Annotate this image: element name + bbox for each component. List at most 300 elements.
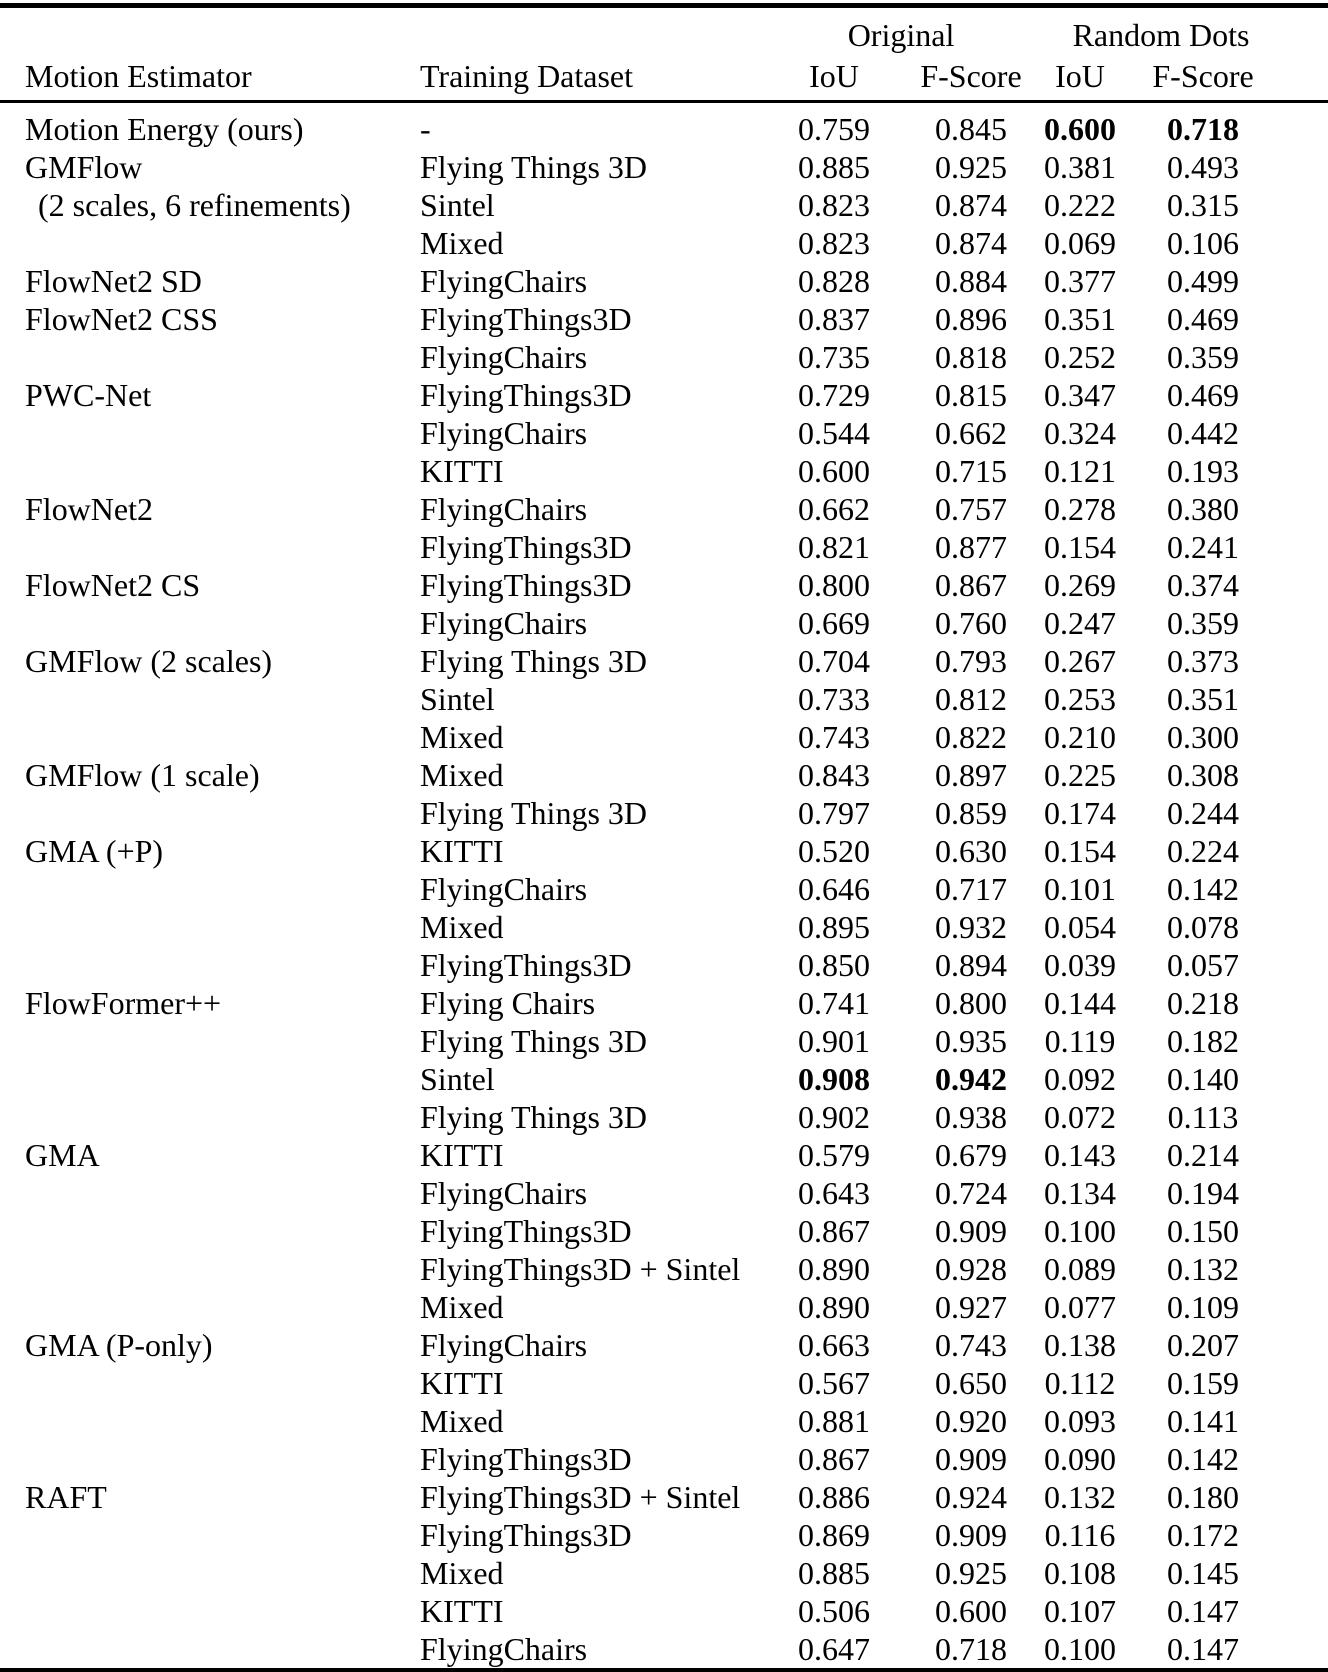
random-dots-fscore-cell: 0.106 bbox=[1167, 224, 1240, 261]
motion-estimator-cell bbox=[0, 870, 412, 908]
motion-estimator-cell: FlowNet2 CSS bbox=[25, 300, 218, 337]
motion-estimator-cell bbox=[0, 452, 412, 490]
column-header-original-iou: IoU bbox=[809, 58, 859, 94]
original-fscore-cell: 0.718 bbox=[935, 1630, 1007, 1667]
motion-estimator-cell: PWC-Net bbox=[25, 376, 152, 413]
original-iou-cell: 0.823 bbox=[798, 186, 870, 223]
random-dots-fscore-cell: 0.224 bbox=[1167, 832, 1240, 869]
table-row bbox=[0, 718, 1328, 756]
original-fscore-cell: 0.859 bbox=[935, 794, 1007, 831]
column-group-random-dots: Random Dots bbox=[1072, 17, 1250, 53]
random-dots-fscore-cell: 0.351 bbox=[1167, 680, 1240, 717]
original-fscore-cell: 0.793 bbox=[935, 642, 1007, 679]
original-iou-cell: 0.850 bbox=[798, 946, 870, 983]
original-iou-cell: 0.544 bbox=[798, 414, 870, 451]
random-dots-iou-cell: 0.324 bbox=[1044, 414, 1117, 451]
original-iou-cell: 0.902 bbox=[798, 1098, 870, 1135]
random-dots-iou-cell: 0.154 bbox=[1044, 528, 1117, 565]
random-dots-iou-cell: 0.269 bbox=[1044, 566, 1117, 603]
training-dataset-cell: FlyingChairs bbox=[420, 604, 588, 641]
random-dots-iou-cell: 0.174 bbox=[1044, 794, 1117, 831]
motion-estimator-cell: FlowNet2 CS bbox=[25, 566, 201, 603]
original-iou-cell: 0.881 bbox=[798, 1402, 870, 1439]
results-table bbox=[0, 3, 1328, 1672]
original-fscore-cell: 0.884 bbox=[935, 262, 1007, 299]
table-row bbox=[0, 832, 1328, 870]
table-row bbox=[0, 452, 1328, 490]
random-dots-fscore-cell: 0.172 bbox=[1167, 1516, 1240, 1553]
table-row bbox=[0, 1630, 1328, 1671]
original-iou-cell: 0.741 bbox=[798, 984, 870, 1021]
motion-estimator-cell bbox=[0, 1250, 412, 1288]
original-fscore-cell: 0.724 bbox=[935, 1174, 1007, 1211]
original-fscore-cell: 0.897 bbox=[935, 756, 1007, 793]
random-dots-fscore-cell: 0.194 bbox=[1167, 1174, 1240, 1211]
training-dataset-cell: Mixed bbox=[420, 224, 504, 261]
training-dataset-cell: Mixed bbox=[420, 908, 504, 945]
training-dataset-cell: Flying Things 3D bbox=[420, 148, 647, 185]
motion-estimator-cell bbox=[0, 946, 412, 984]
training-dataset-cell: Mixed bbox=[420, 1288, 504, 1325]
training-dataset-cell: FlyingChairs bbox=[420, 414, 588, 451]
original-fscore-cell: 0.925 bbox=[935, 148, 1007, 185]
table-row bbox=[0, 1402, 1328, 1440]
original-fscore-cell: 0.920 bbox=[935, 1402, 1007, 1439]
original-iou-cell: 0.823 bbox=[798, 224, 870, 261]
motion-estimator-cell bbox=[0, 1364, 412, 1402]
random-dots-iou-cell: 0.347 bbox=[1044, 376, 1117, 413]
training-dataset-cell: FlyingThings3D bbox=[420, 1212, 632, 1249]
random-dots-iou-cell: 0.144 bbox=[1044, 984, 1117, 1021]
original-fscore-cell: 0.760 bbox=[935, 604, 1007, 641]
motion-estimator-cell: Motion Energy (ours) bbox=[25, 110, 304, 147]
original-fscore-cell: 0.679 bbox=[935, 1136, 1007, 1173]
table-header bbox=[0, 6, 1328, 102]
motion-estimator-cell: (2 scales, 6 refinements) bbox=[38, 186, 351, 223]
table-row bbox=[0, 642, 1328, 680]
motion-estimator-cell bbox=[0, 1174, 412, 1212]
table-row bbox=[0, 1098, 1328, 1136]
table-row bbox=[0, 1022, 1328, 1060]
random-dots-fscore-cell: 0.142 bbox=[1167, 870, 1240, 907]
motion-estimator-cell bbox=[0, 1440, 412, 1478]
original-fscore-cell: 0.867 bbox=[935, 566, 1007, 603]
table-row bbox=[0, 148, 1328, 186]
random-dots-iou-cell: 0.093 bbox=[1044, 1402, 1117, 1439]
random-dots-fscore-cell: 0.493 bbox=[1167, 148, 1240, 185]
original-iou-cell: 0.662 bbox=[798, 490, 870, 527]
training-dataset-cell: FlyingChairs bbox=[420, 262, 588, 299]
original-iou-cell: 0.800 bbox=[798, 566, 870, 603]
column-header-row bbox=[0, 55, 1328, 102]
training-dataset-cell: FlyingThings3D bbox=[420, 1440, 632, 1477]
original-iou-cell: 0.901 bbox=[798, 1022, 870, 1059]
table-row bbox=[0, 908, 1328, 946]
column-header-motion-estimator: Motion Estimator bbox=[25, 58, 252, 94]
table-row bbox=[0, 1212, 1328, 1250]
motion-estimator-cell bbox=[0, 1630, 412, 1671]
table-row bbox=[0, 490, 1328, 528]
original-iou-cell: 0.890 bbox=[798, 1250, 870, 1287]
motion-estimator-cell: FlowNet2 bbox=[25, 490, 153, 527]
motion-estimator-cell: GMFlow bbox=[25, 148, 143, 185]
original-fscore-cell: 0.932 bbox=[935, 908, 1007, 945]
original-fscore-cell: 0.938 bbox=[935, 1098, 1007, 1135]
motion-estimator-cell bbox=[0, 528, 412, 566]
random-dots-fscore-cell: 0.159 bbox=[1167, 1364, 1240, 1401]
original-iou-cell: 0.886 bbox=[798, 1478, 870, 1515]
column-group-spacer bbox=[0, 6, 412, 56]
table-row bbox=[0, 1288, 1328, 1326]
random-dots-fscore-cell: 0.078 bbox=[1167, 908, 1240, 945]
original-fscore-cell: 0.743 bbox=[935, 1326, 1007, 1363]
column-header-training-dataset: Training Dataset bbox=[420, 58, 634, 94]
original-fscore-cell: 0.909 bbox=[935, 1212, 1007, 1249]
random-dots-iou-cell: 0.089 bbox=[1044, 1250, 1117, 1287]
column-group-original: Original bbox=[847, 17, 955, 53]
motion-estimator-cell bbox=[0, 794, 412, 832]
training-dataset-cell: FlyingChairs bbox=[420, 1174, 588, 1211]
training-dataset-cell: FlyingThings3D bbox=[420, 528, 632, 565]
motion-estimator-cell bbox=[0, 1288, 412, 1326]
random-dots-iou-cell: 0.077 bbox=[1044, 1288, 1117, 1325]
random-dots-fscore-cell: 0.214 bbox=[1167, 1136, 1240, 1173]
table-row bbox=[0, 984, 1328, 1022]
training-dataset-cell: Sintel bbox=[420, 680, 495, 717]
original-iou-cell: 0.663 bbox=[798, 1326, 870, 1363]
motion-estimator-cell: GMA (P-only) bbox=[25, 1326, 213, 1363]
original-fscore-cell: 0.662 bbox=[935, 414, 1007, 451]
random-dots-fscore-cell: 0.218 bbox=[1167, 984, 1240, 1021]
random-dots-iou-cell: 0.101 bbox=[1044, 870, 1117, 907]
table-row bbox=[0, 870, 1328, 908]
table-row bbox=[0, 756, 1328, 794]
table-row bbox=[0, 300, 1328, 338]
training-dataset-cell: Flying Chairs bbox=[420, 984, 596, 1021]
motion-estimator-cell bbox=[0, 1060, 412, 1098]
random-dots-iou-cell: 0.222 bbox=[1044, 186, 1117, 223]
training-dataset-cell: Flying Things 3D bbox=[420, 642, 647, 679]
random-dots-fscore-cell: 0.113 bbox=[1167, 1098, 1239, 1135]
original-iou-cell: 0.735 bbox=[798, 338, 870, 375]
training-dataset-cell: FlyingThings3D + Sintel bbox=[420, 1478, 741, 1515]
motion-estimator-cell bbox=[0, 1212, 412, 1250]
training-dataset-cell: FlyingThings3D + Sintel bbox=[420, 1250, 741, 1287]
table-row bbox=[0, 528, 1328, 566]
table-row bbox=[0, 1174, 1328, 1212]
motion-estimator-cell bbox=[0, 224, 412, 262]
random-dots-fscore-cell: 0.147 bbox=[1167, 1630, 1240, 1667]
random-dots-fscore-cell: 0.499 bbox=[1167, 262, 1240, 299]
random-dots-iou-cell: 0.119 bbox=[1044, 1022, 1116, 1059]
motion-estimator-cell bbox=[0, 1402, 412, 1440]
table-row bbox=[0, 262, 1328, 300]
table-row bbox=[0, 1060, 1328, 1098]
random-dots-fscore-cell: 0.142 bbox=[1167, 1440, 1240, 1477]
original-fscore-cell: 0.924 bbox=[935, 1478, 1007, 1515]
random-dots-iou-cell: 0.090 bbox=[1044, 1440, 1117, 1477]
training-dataset-cell: FlyingChairs bbox=[420, 870, 588, 907]
table-row bbox=[0, 414, 1328, 452]
random-dots-fscore-cell: 0.469 bbox=[1167, 376, 1240, 413]
training-dataset-cell: FlyingThings3D bbox=[420, 566, 632, 603]
training-dataset-cell: KITTI bbox=[420, 1364, 504, 1401]
table-row bbox=[0, 794, 1328, 832]
motion-estimator-cell bbox=[0, 1022, 412, 1060]
motion-estimator-cell: GMA (+P) bbox=[25, 832, 164, 869]
original-iou-cell: 0.704 bbox=[798, 642, 870, 679]
original-iou-cell: 0.643 bbox=[798, 1174, 870, 1211]
random-dots-iou-cell: 0.112 bbox=[1044, 1364, 1116, 1401]
original-fscore-cell: 0.717 bbox=[935, 870, 1007, 907]
original-iou-cell: 0.885 bbox=[798, 1554, 870, 1591]
original-iou-cell: 0.733 bbox=[798, 680, 870, 717]
original-iou-cell: 0.600 bbox=[798, 452, 870, 489]
random-dots-fscore-cell: 0.193 bbox=[1167, 452, 1240, 489]
random-dots-fscore-cell: 0.207 bbox=[1167, 1326, 1240, 1363]
training-dataset-cell: Mixed bbox=[420, 1554, 504, 1591]
original-iou-cell: 0.908 bbox=[798, 1060, 870, 1097]
random-dots-iou-cell: 0.377 bbox=[1044, 262, 1117, 299]
random-dots-iou-cell: 0.278 bbox=[1044, 490, 1117, 527]
original-fscore-cell: 0.800 bbox=[935, 984, 1007, 1021]
table-row bbox=[0, 1250, 1328, 1288]
motion-estimator-cell: FlowNet2 SD bbox=[25, 262, 202, 299]
random-dots-fscore-cell: 0.241 bbox=[1167, 528, 1240, 565]
motion-estimator-cell: GMA bbox=[25, 1136, 100, 1173]
training-dataset-cell: Flying Things 3D bbox=[420, 794, 647, 831]
random-dots-iou-cell: 0.253 bbox=[1044, 680, 1117, 717]
original-iou-cell: 0.743 bbox=[798, 718, 870, 755]
original-iou-cell: 0.837 bbox=[798, 300, 870, 337]
random-dots-fscore-cell: 0.359 bbox=[1167, 338, 1240, 375]
random-dots-iou-cell: 0.247 bbox=[1044, 604, 1117, 641]
training-dataset-cell: Mixed bbox=[420, 1402, 504, 1439]
table-row bbox=[0, 604, 1328, 642]
table-row bbox=[0, 338, 1328, 376]
motion-estimator-cell bbox=[0, 1592, 412, 1630]
random-dots-fscore-cell: 0.150 bbox=[1167, 1212, 1240, 1249]
table-row bbox=[0, 186, 1328, 224]
original-iou-cell: 0.895 bbox=[798, 908, 870, 945]
training-dataset-cell: FlyingChairs bbox=[420, 1630, 588, 1667]
original-iou-cell: 0.520 bbox=[798, 832, 870, 869]
original-fscore-cell: 0.896 bbox=[935, 300, 1007, 337]
original-iou-cell: 0.567 bbox=[798, 1364, 870, 1401]
original-fscore-cell: 0.818 bbox=[935, 338, 1007, 375]
random-dots-iou-cell: 0.351 bbox=[1044, 300, 1117, 337]
random-dots-iou-cell: 0.134 bbox=[1044, 1174, 1117, 1211]
random-dots-iou-cell: 0.116 bbox=[1044, 1516, 1116, 1553]
training-dataset-cell: FlyingChairs bbox=[420, 1326, 588, 1363]
random-dots-fscore-cell: 0.140 bbox=[1167, 1060, 1240, 1097]
original-iou-cell: 0.759 bbox=[798, 110, 870, 147]
original-iou-cell: 0.843 bbox=[798, 756, 870, 793]
original-fscore-cell: 0.757 bbox=[935, 490, 1007, 527]
training-dataset-cell: Mixed bbox=[420, 756, 504, 793]
original-fscore-cell: 0.600 bbox=[935, 1592, 1007, 1629]
training-dataset-cell: Flying Things 3D bbox=[420, 1098, 647, 1135]
original-fscore-cell: 0.812 bbox=[935, 680, 1007, 717]
table-row bbox=[0, 1364, 1328, 1402]
original-fscore-cell: 0.927 bbox=[935, 1288, 1007, 1325]
motion-estimator-cell bbox=[0, 338, 412, 376]
random-dots-fscore-cell: 0.244 bbox=[1167, 794, 1240, 831]
random-dots-fscore-cell: 0.442 bbox=[1167, 414, 1240, 451]
random-dots-fscore-cell: 0.380 bbox=[1167, 490, 1240, 527]
motion-estimator-cell bbox=[0, 1098, 412, 1136]
table-row bbox=[0, 224, 1328, 262]
random-dots-fscore-cell: 0.718 bbox=[1167, 110, 1240, 147]
random-dots-fscore-cell: 0.182 bbox=[1167, 1022, 1240, 1059]
random-dots-iou-cell: 0.072 bbox=[1044, 1098, 1117, 1135]
original-iou-cell: 0.890 bbox=[798, 1288, 870, 1325]
random-dots-fscore-cell: 0.374 bbox=[1167, 566, 1240, 603]
motion-estimator-cell: GMFlow (2 scales) bbox=[25, 642, 273, 679]
table-row bbox=[0, 1136, 1328, 1174]
random-dots-iou-cell: 0.600 bbox=[1044, 110, 1117, 147]
original-iou-cell: 0.867 bbox=[798, 1212, 870, 1249]
original-iou-cell: 0.646 bbox=[798, 870, 870, 907]
original-iou-cell: 0.797 bbox=[798, 794, 870, 831]
training-dataset-cell: FlyingThings3D bbox=[420, 300, 632, 337]
random-dots-iou-cell: 0.121 bbox=[1044, 452, 1117, 489]
random-dots-fscore-cell: 0.147 bbox=[1167, 1592, 1240, 1629]
random-dots-fscore-cell: 0.308 bbox=[1167, 756, 1240, 793]
motion-estimator-cell bbox=[0, 414, 412, 452]
table-row bbox=[0, 1478, 1328, 1516]
original-iou-cell: 0.506 bbox=[798, 1592, 870, 1629]
random-dots-fscore-cell: 0.469 bbox=[1167, 300, 1240, 337]
table-row bbox=[0, 1440, 1328, 1478]
motion-estimator-cell: FlowFormer++ bbox=[25, 984, 222, 1021]
training-dataset-cell: Sintel bbox=[420, 1060, 495, 1097]
random-dots-iou-cell: 0.267 bbox=[1044, 642, 1117, 679]
training-dataset-cell: Sintel bbox=[420, 186, 495, 223]
original-iou-cell: 0.821 bbox=[798, 528, 870, 565]
table-row bbox=[0, 1516, 1328, 1554]
original-iou-cell: 0.869 bbox=[798, 1516, 870, 1553]
original-fscore-cell: 0.909 bbox=[935, 1440, 1007, 1477]
original-fscore-cell: 0.822 bbox=[935, 718, 1007, 755]
column-header-random-dots-iou: IoU bbox=[1055, 58, 1105, 94]
random-dots-iou-cell: 0.107 bbox=[1044, 1592, 1117, 1629]
table-body bbox=[0, 102, 1328, 1671]
motion-estimator-cell bbox=[0, 604, 412, 642]
training-dataset-cell: FlyingThings3D bbox=[420, 376, 632, 413]
random-dots-fscore-cell: 0.373 bbox=[1167, 642, 1240, 679]
random-dots-fscore-cell: 0.057 bbox=[1167, 946, 1240, 983]
training-dataset-cell: Mixed bbox=[420, 718, 504, 755]
random-dots-iou-cell: 0.154 bbox=[1044, 832, 1117, 869]
training-dataset-cell: KITTI bbox=[420, 452, 504, 489]
original-fscore-cell: 0.845 bbox=[935, 110, 1007, 147]
original-fscore-cell: 0.925 bbox=[935, 1554, 1007, 1591]
original-iou-cell: 0.647 bbox=[798, 1630, 870, 1667]
table-row bbox=[0, 680, 1328, 718]
original-fscore-cell: 0.909 bbox=[935, 1516, 1007, 1553]
random-dots-fscore-cell: 0.109 bbox=[1167, 1288, 1240, 1325]
original-fscore-cell: 0.928 bbox=[935, 1250, 1007, 1287]
original-iou-cell: 0.669 bbox=[798, 604, 870, 641]
table-row bbox=[0, 1326, 1328, 1364]
original-fscore-cell: 0.650 bbox=[935, 1364, 1007, 1401]
training-dataset-cell: KITTI bbox=[420, 832, 504, 869]
random-dots-iou-cell: 0.143 bbox=[1044, 1136, 1117, 1173]
original-fscore-cell: 0.715 bbox=[935, 452, 1007, 489]
training-dataset-cell: - bbox=[420, 110, 431, 147]
random-dots-fscore-cell: 0.315 bbox=[1167, 186, 1240, 223]
original-iou-cell: 0.867 bbox=[798, 1440, 870, 1477]
random-dots-fscore-cell: 0.300 bbox=[1167, 718, 1240, 755]
random-dots-fscore-cell: 0.180 bbox=[1167, 1478, 1240, 1515]
random-dots-iou-cell: 0.054 bbox=[1044, 908, 1117, 945]
random-dots-iou-cell: 0.100 bbox=[1044, 1630, 1117, 1667]
table-row bbox=[0, 946, 1328, 984]
original-fscore-cell: 0.874 bbox=[935, 186, 1007, 223]
training-dataset-cell: KITTI bbox=[420, 1136, 504, 1173]
random-dots-iou-cell: 0.225 bbox=[1044, 756, 1117, 793]
original-iou-cell: 0.885 bbox=[798, 148, 870, 185]
motion-estimator-cell bbox=[0, 908, 412, 946]
original-fscore-cell: 0.815 bbox=[935, 376, 1007, 413]
random-dots-fscore-cell: 0.132 bbox=[1167, 1250, 1240, 1287]
original-fscore-cell: 0.935 bbox=[935, 1022, 1007, 1059]
random-dots-iou-cell: 0.069 bbox=[1044, 224, 1117, 261]
column-header-random-dots-fscore: F-Score bbox=[1152, 58, 1254, 94]
random-dots-iou-cell: 0.138 bbox=[1044, 1326, 1117, 1363]
motion-estimator-cell: GMFlow (1 scale) bbox=[25, 756, 260, 793]
training-dataset-cell: KITTI bbox=[420, 1592, 504, 1629]
table-row bbox=[0, 1554, 1328, 1592]
motion-estimator-cell: RAFT bbox=[25, 1478, 107, 1515]
motion-estimator-cell bbox=[0, 1554, 412, 1592]
random-dots-iou-cell: 0.381 bbox=[1044, 148, 1117, 185]
column-group-row bbox=[0, 6, 1328, 56]
original-fscore-cell: 0.874 bbox=[935, 224, 1007, 261]
training-dataset-cell: FlyingThings3D bbox=[420, 946, 632, 983]
table-row bbox=[0, 1592, 1328, 1630]
motion-estimator-cell bbox=[0, 718, 412, 756]
random-dots-fscore-cell: 0.141 bbox=[1167, 1402, 1240, 1439]
table-row bbox=[0, 376, 1328, 414]
random-dots-iou-cell: 0.039 bbox=[1044, 946, 1117, 983]
random-dots-iou-cell: 0.210 bbox=[1044, 718, 1117, 755]
original-fscore-cell: 0.877 bbox=[935, 528, 1007, 565]
column-group-spacer bbox=[412, 6, 764, 56]
original-fscore-cell: 0.942 bbox=[935, 1060, 1007, 1097]
table-row bbox=[0, 102, 1328, 149]
motion-estimator-cell bbox=[0, 680, 412, 718]
table-row bbox=[0, 566, 1328, 604]
random-dots-iou-cell: 0.108 bbox=[1044, 1554, 1117, 1591]
original-fscore-cell: 0.894 bbox=[935, 946, 1007, 983]
random-dots-iou-cell: 0.100 bbox=[1044, 1212, 1117, 1249]
column-header-original-fscore: F-Score bbox=[920, 58, 1022, 94]
random-dots-iou-cell: 0.092 bbox=[1044, 1060, 1117, 1097]
motion-estimator-cell bbox=[0, 1516, 412, 1554]
random-dots-fscore-cell: 0.359 bbox=[1167, 604, 1240, 641]
original-iou-cell: 0.579 bbox=[798, 1136, 870, 1173]
original-iou-cell: 0.828 bbox=[798, 262, 870, 299]
training-dataset-cell: Flying Things 3D bbox=[420, 1022, 647, 1059]
training-dataset-cell: FlyingThings3D bbox=[420, 1516, 632, 1553]
training-dataset-cell: FlyingChairs bbox=[420, 490, 588, 527]
random-dots-iou-cell: 0.132 bbox=[1044, 1478, 1117, 1515]
original-iou-cell: 0.729 bbox=[798, 376, 870, 413]
random-dots-fscore-cell: 0.145 bbox=[1167, 1554, 1240, 1591]
random-dots-iou-cell: 0.252 bbox=[1044, 338, 1117, 375]
